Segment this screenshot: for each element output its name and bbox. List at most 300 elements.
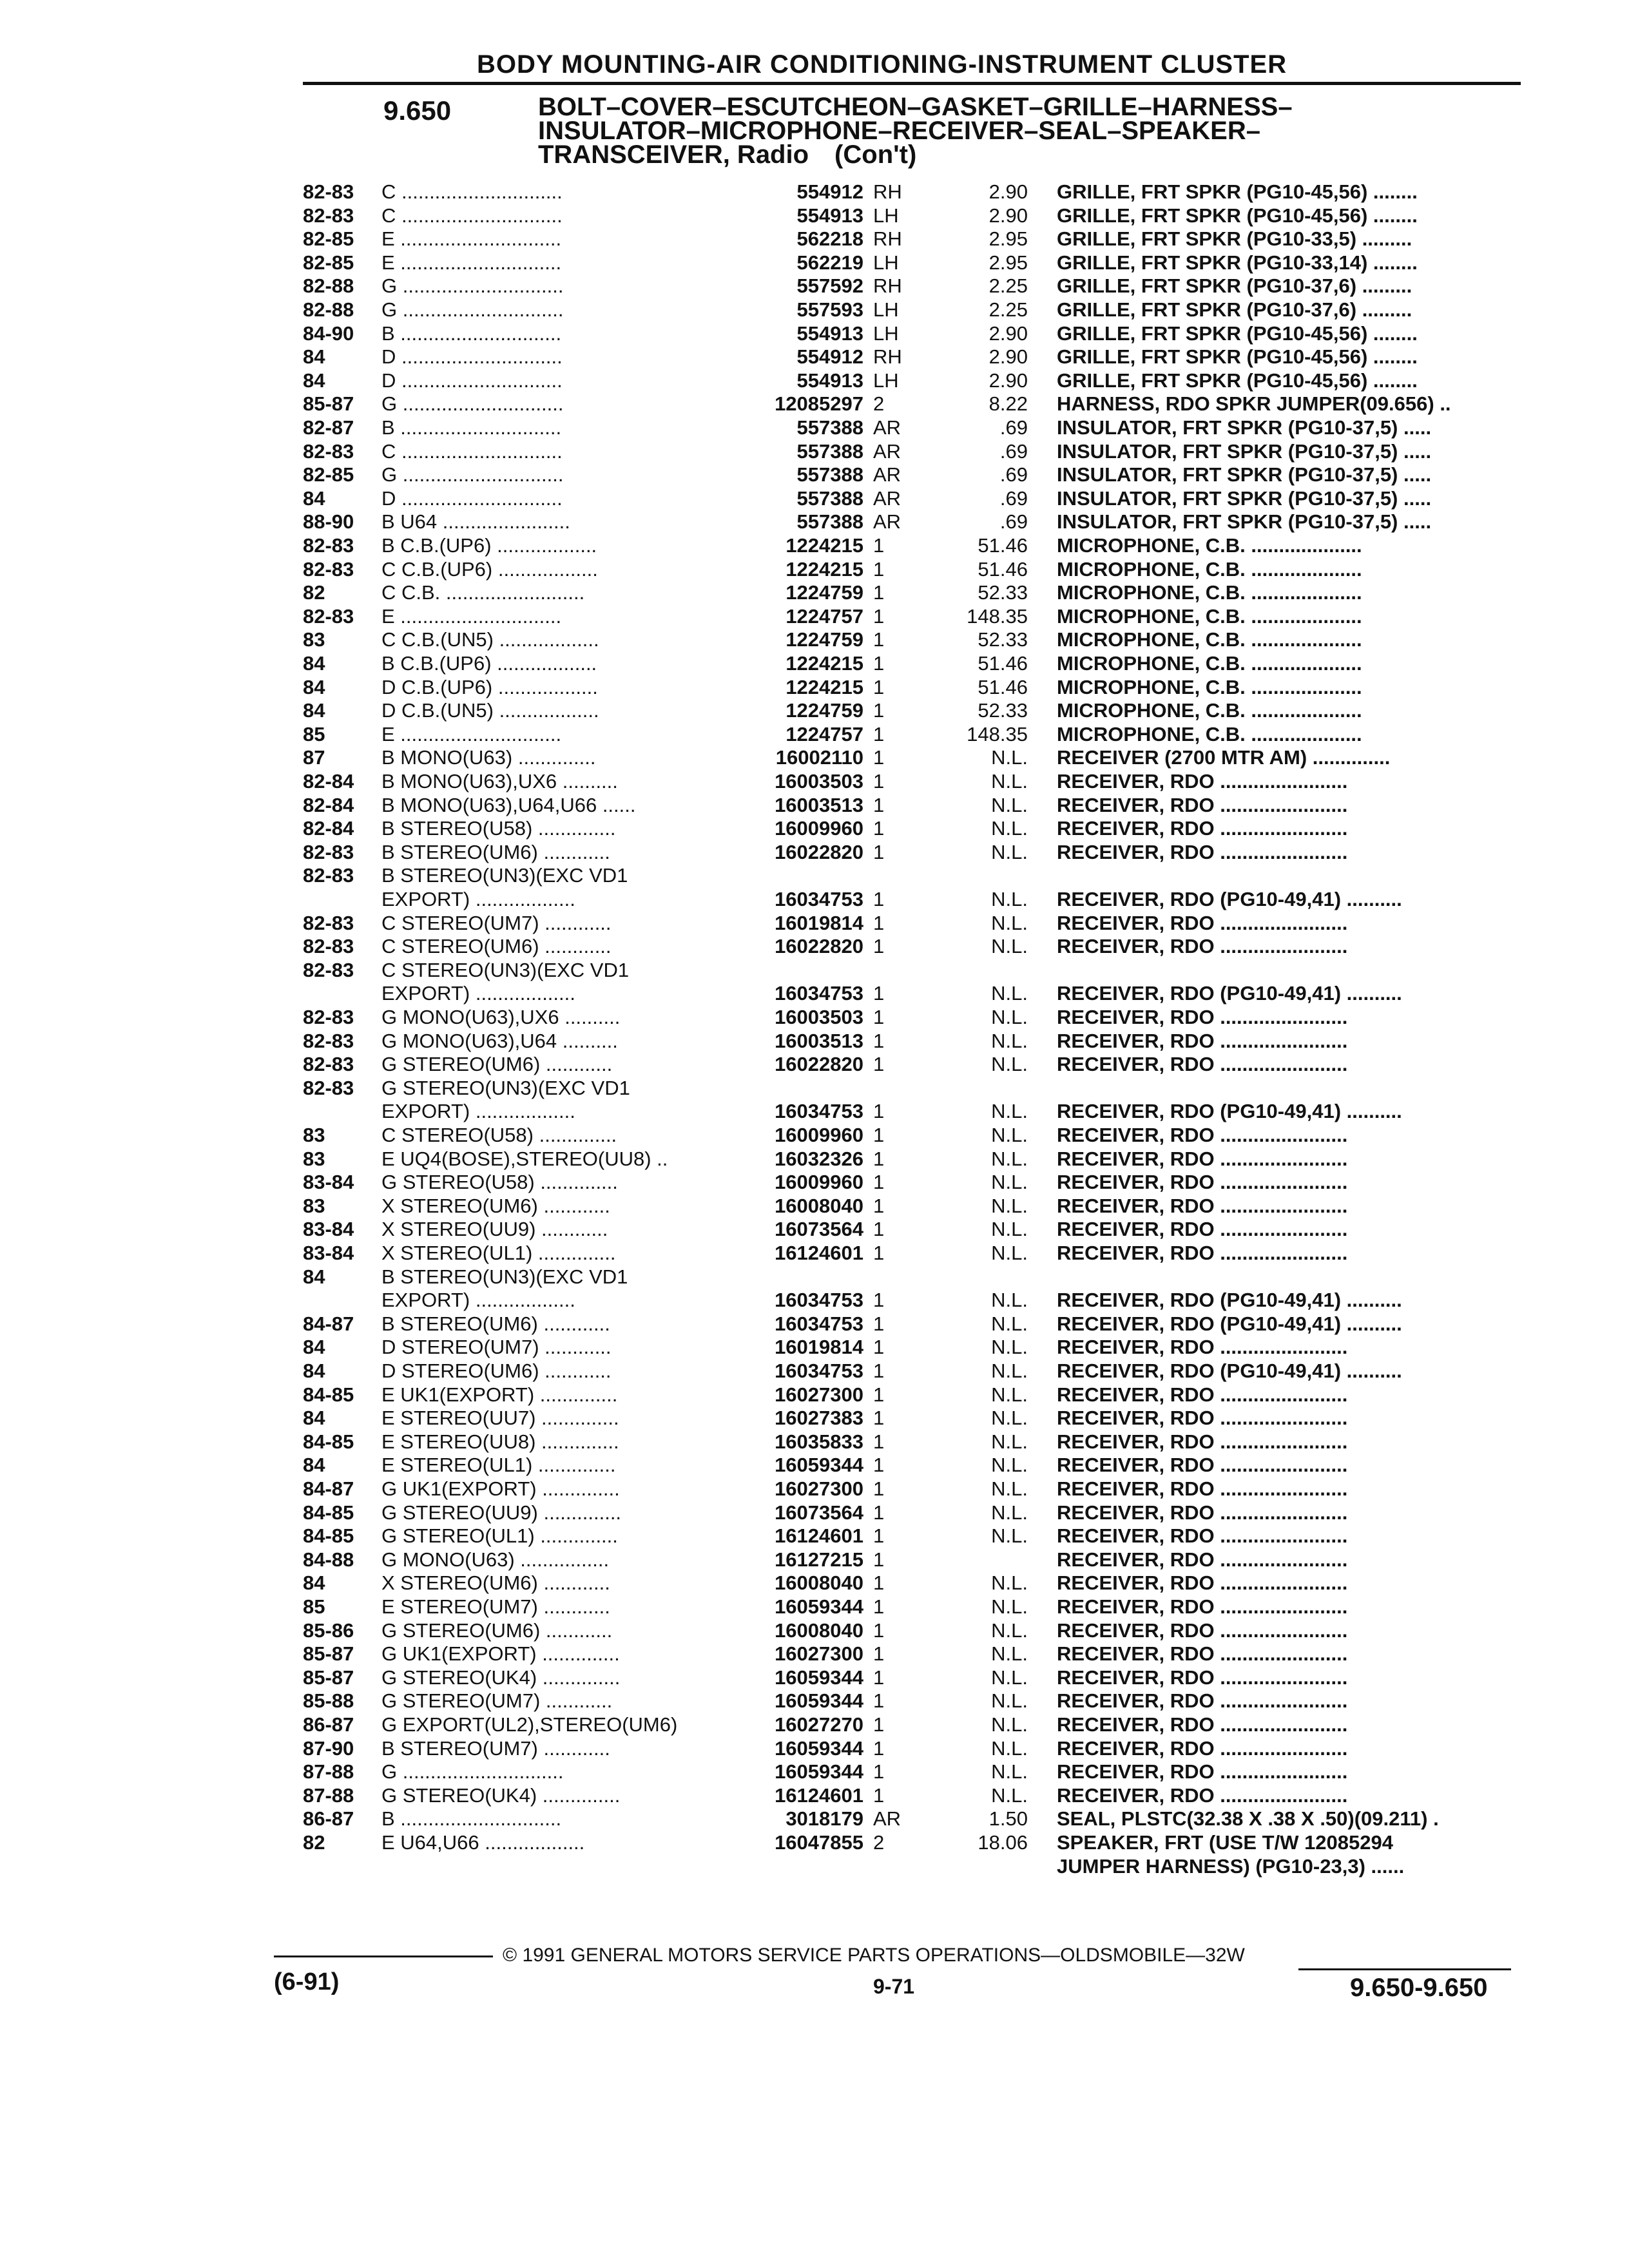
cell-qty: 1 bbox=[873, 1713, 885, 1736]
table-row bbox=[0, 204, 1547, 228]
cell-mdl: G MONO(U63) ................ bbox=[381, 1548, 610, 1571]
table-row bbox=[0, 1760, 1547, 1784]
cell-qty: 1 bbox=[873, 935, 885, 958]
cell-desc: MICROPHONE, C.B. .................... bbox=[1057, 534, 1362, 557]
cell-yr: 84 bbox=[303, 1571, 325, 1595]
cell-yr: 84 bbox=[303, 1407, 325, 1430]
cell-pn: 16034753 bbox=[775, 1360, 863, 1382]
table-row bbox=[0, 227, 1547, 251]
cell-price: 51.46 bbox=[978, 652, 1028, 675]
cell-yr: 82-83 bbox=[303, 840, 354, 863]
cell-yr: 85-87 bbox=[303, 1642, 354, 1666]
cell-pn: 1224757 bbox=[786, 722, 863, 745]
table-row bbox=[0, 1195, 1547, 1218]
table-row bbox=[0, 770, 1547, 794]
cell-yr: 82-88 bbox=[303, 298, 354, 321]
table-row bbox=[0, 1666, 1547, 1690]
cell-yr: 86-87 bbox=[303, 1807, 354, 1831]
cell-yr: 84 bbox=[303, 1265, 325, 1288]
cell-price: 52.33 bbox=[978, 699, 1028, 722]
cell-price: N.L. bbox=[991, 1336, 1028, 1359]
cell-yr: 85-86 bbox=[303, 1619, 354, 1642]
cell-pn: 16008040 bbox=[775, 1619, 863, 1642]
table-row bbox=[0, 1407, 1547, 1430]
cell-qty: 1 bbox=[873, 1383, 885, 1406]
cell-desc: RECEIVER, RDO ....................... bbox=[1057, 1171, 1348, 1194]
cell-mdl: X STEREO(UL1) .............. bbox=[381, 1242, 616, 1264]
cell-yr: 83 bbox=[303, 1194, 325, 1217]
cell-pn: 16019814 bbox=[775, 911, 863, 934]
cell-price: N.L. bbox=[991, 1501, 1028, 1524]
table-row bbox=[0, 510, 1547, 534]
cell-price: 2.90 bbox=[988, 322, 1028, 345]
footer-section-range: 9.650-9.650 bbox=[1350, 1974, 1488, 2002]
cell-pn: 16034753 bbox=[775, 982, 863, 1005]
cell-mdl: E STEREO(UL1) .............. bbox=[381, 1454, 616, 1477]
cell-desc: INSULATOR, FRT SPKR (PG10-37,5) ..... bbox=[1057, 486, 1432, 510]
cell-qty: 1 bbox=[873, 1147, 885, 1170]
cell-mdl: B STEREO(UM6) ............ bbox=[381, 1312, 610, 1335]
cell-desc: SEAL, PLSTC(32.38 X .38 X .50)(09.211) . bbox=[1057, 1807, 1439, 1831]
cell-yr: 84-90 bbox=[303, 322, 354, 345]
cell-mdl: EXPORT) .................. bbox=[381, 1100, 575, 1123]
table-row bbox=[0, 817, 1547, 841]
cell-mdl: B ............................. bbox=[381, 416, 562, 439]
cell-desc: MICROPHONE, C.B. .................... bbox=[1057, 699, 1362, 722]
cell-pn: 16059344 bbox=[775, 1454, 863, 1477]
cell-mdl: C ............................. bbox=[381, 204, 563, 227]
cell-price: 8.22 bbox=[988, 392, 1028, 416]
table-row bbox=[0, 1737, 1547, 1761]
section-desc-line3 bbox=[538, 140, 1293, 169]
table-row bbox=[0, 1242, 1547, 1265]
cell-price: 148.35 bbox=[967, 604, 1028, 628]
cell-desc: RECEIVER, RDO ....................... bbox=[1057, 1029, 1348, 1052]
cell-desc: RECEIVER, RDO ....................... bbox=[1057, 1595, 1348, 1618]
section-desc-line3-text: TRANSCEIVER, Radio bbox=[538, 140, 809, 169]
cell-desc: RECEIVER, RDO ....................... bbox=[1057, 1147, 1348, 1170]
cell-qty: 1 bbox=[873, 1289, 885, 1312]
table-row bbox=[0, 581, 1547, 605]
cell-qty: LH bbox=[873, 322, 899, 345]
cell-yr: 84 bbox=[303, 1360, 325, 1382]
table-row bbox=[0, 1148, 1547, 1171]
table-row bbox=[0, 1289, 1547, 1312]
cell-qty: 1 bbox=[873, 1360, 885, 1382]
cell-yr: 82-83 bbox=[303, 604, 354, 628]
cell-price: N.L. bbox=[991, 1171, 1028, 1194]
cell-pn: 16059344 bbox=[775, 1760, 863, 1783]
cell-mdl: G MONO(U63),U64 .......... bbox=[381, 1029, 618, 1052]
table-row bbox=[0, 912, 1547, 936]
cell-yr: 87 bbox=[303, 746, 325, 769]
cell-pn: 557388 bbox=[796, 510, 863, 533]
cell-price: N.L. bbox=[991, 1218, 1028, 1241]
cell-mdl: B STEREO(U58) .............. bbox=[381, 817, 616, 840]
cell-price: N.L. bbox=[991, 1666, 1028, 1689]
cell-mdl: X STEREO(UU9) ............ bbox=[381, 1218, 608, 1241]
cell-pn: 557388 bbox=[796, 463, 863, 486]
cell-desc: GRILLE, FRT SPKR (PG10-33,14) ........ bbox=[1057, 251, 1418, 274]
cell-price: N.L. bbox=[991, 1147, 1028, 1170]
cell-desc: RECEIVER, RDO ....................... bbox=[1057, 840, 1348, 863]
table-row bbox=[0, 440, 1547, 464]
table-row bbox=[0, 746, 1547, 770]
cell-desc: RECEIVER, RDO ....................... bbox=[1057, 1619, 1348, 1642]
section-desc-line1: BOLT–COVER–ESCUTCHEON–GASKET–GRILLE–HARNESS– bbox=[538, 93, 1293, 121]
cell-mdl: C ............................. bbox=[381, 180, 563, 203]
cell-mdl: D ............................. bbox=[381, 486, 563, 510]
cell-pn: 557388 bbox=[796, 486, 863, 510]
cell-mdl: C STEREO(UM7) ............ bbox=[381, 911, 612, 934]
cell-price: .69 bbox=[999, 486, 1028, 510]
cell-desc: RECEIVER, RDO ....................... bbox=[1057, 1783, 1348, 1807]
cell-qty: 1 bbox=[873, 1242, 885, 1264]
table-row bbox=[0, 864, 1547, 888]
cell-yr: 82-84 bbox=[303, 770, 354, 793]
cell-desc: RECEIVER, RDO ....................... bbox=[1057, 1454, 1348, 1477]
cell-mdl: G ............................. bbox=[381, 463, 564, 486]
cell-pn: 16034753 bbox=[775, 888, 863, 910]
cell-mdl: E UQ4(BOSE),STEREO(UU8) .. bbox=[381, 1147, 668, 1170]
cell-pn: 16059344 bbox=[775, 1689, 863, 1713]
table-row bbox=[0, 1312, 1547, 1336]
table-row bbox=[0, 1006, 1547, 1030]
table-row bbox=[0, 628, 1547, 652]
cell-pn: 16022820 bbox=[775, 840, 863, 863]
cell-mdl: G STEREO(UN3)(EXC VD1 bbox=[381, 1076, 630, 1099]
cell-qty: 1 bbox=[873, 1218, 885, 1241]
table-row bbox=[0, 1713, 1547, 1737]
cell-mdl: D STEREO(UM6) ............ bbox=[381, 1360, 612, 1382]
cell-desc: JUMPER HARNESS) (PG10-23,3) ...... bbox=[1057, 1854, 1405, 1878]
cell-pn: 16027270 bbox=[775, 1713, 863, 1736]
cell-desc: GRILLE, FRT SPKR (PG10-45,56) ........ bbox=[1057, 322, 1418, 345]
cell-price: N.L. bbox=[991, 1595, 1028, 1618]
cell-desc: RECEIVER, RDO ....................... bbox=[1057, 1548, 1348, 1571]
cell-yr: 83 bbox=[303, 1124, 325, 1146]
cell-mdl: C ............................. bbox=[381, 439, 563, 463]
footer-copyright: © 1991 GENERAL MOTORS SERVICE PARTS OPERATIONS—OLDSMOBILE—32W bbox=[503, 1945, 1245, 1966]
cell-desc: SPEAKER, FRT (USE T/W 12085294 bbox=[1057, 1831, 1393, 1854]
cell-price: N.L. bbox=[991, 1100, 1028, 1123]
table-row bbox=[0, 652, 1547, 676]
table-row bbox=[0, 1548, 1547, 1572]
cell-desc: RECEIVER, RDO ....................... bbox=[1057, 1760, 1348, 1783]
cell-pn: 16003503 bbox=[775, 1006, 863, 1028]
table-row bbox=[0, 392, 1547, 416]
cell-mdl: EXPORT) .................. bbox=[381, 982, 575, 1005]
cell-qty: AR bbox=[873, 416, 901, 439]
cell-price: N.L. bbox=[991, 935, 1028, 958]
table-row bbox=[0, 345, 1547, 369]
cell-price: N.L. bbox=[991, 1454, 1028, 1477]
cell-mdl: G MONO(U63),UX6 .......... bbox=[381, 1006, 621, 1028]
cell-yr: 84 bbox=[303, 369, 325, 392]
cell-mdl: E ............................. bbox=[381, 604, 562, 628]
table-row bbox=[0, 1689, 1547, 1713]
table-row bbox=[0, 1501, 1547, 1525]
cell-mdl: EXPORT) .................. bbox=[381, 888, 575, 910]
cell-qty: 1 bbox=[873, 1029, 885, 1052]
cell-qty: AR bbox=[873, 1807, 901, 1831]
footer-rule-left bbox=[274, 1956, 493, 1957]
cell-yr: 82-83 bbox=[303, 1006, 354, 1028]
cell-yr: 82 bbox=[303, 1831, 325, 1854]
cell-price: 2.90 bbox=[988, 369, 1028, 392]
cell-qty: 1 bbox=[873, 699, 885, 722]
cell-mdl: D ............................. bbox=[381, 345, 563, 369]
cell-price: N.L. bbox=[991, 840, 1028, 863]
cell-pn: 16035833 bbox=[775, 1430, 863, 1453]
cell-mdl: E UK1(EXPORT) .............. bbox=[381, 1383, 618, 1406]
cell-price: 51.46 bbox=[978, 557, 1028, 581]
cell-desc: INSULATOR, FRT SPKR (PG10-37,5) ..... bbox=[1057, 463, 1432, 486]
table-row bbox=[0, 1807, 1547, 1831]
table-row bbox=[0, 463, 1547, 487]
table-row bbox=[0, 1336, 1547, 1360]
cell-mdl: E STEREO(UU8) .............. bbox=[381, 1430, 619, 1453]
cell-qty: 1 bbox=[873, 911, 885, 934]
cell-qty: 1 bbox=[873, 1194, 885, 1217]
cell-price: .69 bbox=[999, 463, 1028, 486]
table-row bbox=[0, 1383, 1547, 1407]
cell-qty: 1 bbox=[873, 557, 885, 581]
cell-desc: RECEIVER, RDO ....................... bbox=[1057, 770, 1348, 793]
cell-pn: 16027300 bbox=[775, 1383, 863, 1406]
cell-desc: RECEIVER, RDO ....................... bbox=[1057, 1713, 1348, 1736]
cell-mdl: C C.B.(UP6) .................. bbox=[381, 557, 598, 581]
cell-mdl: G UK1(EXPORT) .............. bbox=[381, 1642, 620, 1666]
cell-pn: 16002110 bbox=[775, 746, 863, 769]
cell-price: 52.33 bbox=[978, 628, 1028, 651]
table-row bbox=[0, 1265, 1547, 1289]
cell-desc: INSULATOR, FRT SPKR (PG10-37,5) ..... bbox=[1057, 510, 1432, 533]
cell-yr: 82-83 bbox=[303, 864, 354, 887]
cell-desc: RECEIVER, RDO (PG10-49,41) .......... bbox=[1057, 1360, 1402, 1382]
cell-qty: RH bbox=[873, 227, 902, 251]
cell-pn: 16059344 bbox=[775, 1736, 863, 1760]
cell-price: N.L. bbox=[991, 1524, 1028, 1548]
cell-mdl: G ............................. bbox=[381, 298, 564, 321]
cell-pn: 16124601 bbox=[775, 1524, 863, 1548]
cell-yr: 84-87 bbox=[303, 1477, 354, 1500]
cell-yr: 84-85 bbox=[303, 1501, 354, 1524]
cell-price: N.L. bbox=[991, 1407, 1028, 1430]
cell-yr: 82-83 bbox=[303, 204, 354, 227]
cell-qty: 1 bbox=[873, 1454, 885, 1477]
cell-mdl: G STEREO(UK4) .............. bbox=[381, 1783, 621, 1807]
cell-yr: 84 bbox=[303, 652, 325, 675]
page-header-title: BODY MOUNTING-AIR CONDITIONING-INSTRUMENT CLUSTER bbox=[477, 50, 1287, 79]
table-row bbox=[0, 1430, 1547, 1454]
cell-pn: 1224759 bbox=[786, 581, 863, 604]
cell-pn: 562218 bbox=[796, 227, 863, 251]
cell-yr: 82-83 bbox=[303, 180, 354, 203]
cell-yr: 82-85 bbox=[303, 227, 354, 251]
cell-yr: 82-83 bbox=[303, 958, 354, 981]
cell-mdl: B U64 ....................... bbox=[381, 510, 570, 533]
cell-desc: GRILLE, FRT SPKR (PG10-33,5) ......... bbox=[1057, 227, 1412, 251]
cell-desc: RECEIVER, RDO ....................... bbox=[1057, 793, 1348, 816]
cell-desc: RECEIVER, RDO (PG10-49,41) .......... bbox=[1057, 982, 1402, 1005]
cell-pn: 16009960 bbox=[775, 817, 863, 840]
cell-price: 51.46 bbox=[978, 534, 1028, 557]
cell-price: .69 bbox=[999, 510, 1028, 533]
cell-price: N.L. bbox=[991, 793, 1028, 816]
cell-qty: 1 bbox=[873, 534, 885, 557]
cell-pn: 16034753 bbox=[775, 1289, 863, 1312]
cell-price: N.L. bbox=[991, 1760, 1028, 1783]
cell-pn: 16059344 bbox=[775, 1666, 863, 1689]
cell-pn: 554912 bbox=[796, 345, 863, 369]
cell-yr: 82-85 bbox=[303, 251, 354, 274]
table-row bbox=[0, 534, 1547, 558]
cell-yr: 82-83 bbox=[303, 1076, 354, 1099]
cell-qty: 1 bbox=[873, 604, 885, 628]
cell-mdl: D C.B.(UP6) .................. bbox=[381, 675, 598, 698]
cell-desc: RECEIVER, RDO ....................... bbox=[1057, 1006, 1348, 1028]
cell-desc: HARNESS, RDO SPKR JUMPER(09.656) .. bbox=[1057, 392, 1451, 416]
cell-mdl: G STEREO(UM6) ............ bbox=[381, 1053, 613, 1076]
cell-mdl: B MONO(U63),U64,U66 ...... bbox=[381, 793, 636, 816]
table-row bbox=[0, 935, 1547, 959]
footer-page-number: 9-71 bbox=[873, 1975, 915, 1998]
cell-mdl: G STEREO(U58) .............. bbox=[381, 1171, 618, 1194]
cell-pn: 16027300 bbox=[775, 1642, 863, 1666]
cell-mdl: G ............................. bbox=[381, 1760, 564, 1783]
cell-price: 2.95 bbox=[988, 227, 1028, 251]
cell-yr: 82-85 bbox=[303, 463, 354, 486]
cell-desc: RECEIVER, RDO ....................... bbox=[1057, 1218, 1348, 1241]
cell-pn: 1224215 bbox=[786, 652, 863, 675]
cell-desc: GRILLE, FRT SPKR (PG10-45,56) ........ bbox=[1057, 345, 1418, 369]
cell-mdl: B STEREO(UN3)(EXC VD1 bbox=[381, 1265, 628, 1288]
cell-qty: 1 bbox=[873, 840, 885, 863]
cell-price: N.L. bbox=[991, 1289, 1028, 1312]
cell-qty: 1 bbox=[873, 628, 885, 651]
cell-desc: MICROPHONE, C.B. .................... bbox=[1057, 652, 1362, 675]
cell-mdl: B C.B.(UP6) .................. bbox=[381, 534, 597, 557]
cell-yr: 83-84 bbox=[303, 1171, 354, 1194]
cell-price: N.L. bbox=[991, 1736, 1028, 1760]
cell-desc: RECEIVER, RDO ....................... bbox=[1057, 1242, 1348, 1264]
table-row bbox=[0, 251, 1547, 275]
cell-mdl: B MONO(U63) .............. bbox=[381, 746, 596, 769]
cell-desc: RECEIVER, RDO ....................... bbox=[1057, 1524, 1348, 1548]
cell-pn: 554913 bbox=[796, 204, 863, 227]
cell-price: N.L. bbox=[991, 1029, 1028, 1052]
cell-mdl: C STEREO(UM6) ............ bbox=[381, 935, 612, 958]
cell-mdl: C C.B.(UN5) .................. bbox=[381, 628, 599, 651]
cell-pn: 16034753 bbox=[775, 1312, 863, 1335]
cell-price: N.L. bbox=[991, 817, 1028, 840]
cell-yr: 87-88 bbox=[303, 1760, 354, 1783]
cell-yr: 85-87 bbox=[303, 392, 354, 416]
cell-mdl: E ............................. bbox=[381, 722, 562, 745]
cell-pn: 1224759 bbox=[786, 628, 863, 651]
cell-pn: 16008040 bbox=[775, 1571, 863, 1595]
cell-desc: RECEIVER, RDO ....................... bbox=[1057, 1689, 1348, 1713]
cell-desc: RECEIVER, RDO ....................... bbox=[1057, 1477, 1348, 1500]
cell-yr: 83-84 bbox=[303, 1242, 354, 1264]
table-row bbox=[0, 723, 1547, 747]
cell-price: N.L. bbox=[991, 982, 1028, 1005]
cell-desc: RECEIVER, RDO ....................... bbox=[1057, 1736, 1348, 1760]
table-row bbox=[0, 487, 1547, 511]
cell-qty: 1 bbox=[873, 1571, 885, 1595]
cell-qty: 1 bbox=[873, 770, 885, 793]
cell-pn: 16034753 bbox=[775, 1100, 863, 1123]
cell-price: N.L. bbox=[991, 1642, 1028, 1666]
cell-yr: 84-85 bbox=[303, 1383, 354, 1406]
cell-pn: 557593 bbox=[796, 298, 863, 321]
table-row bbox=[0, 1524, 1547, 1548]
cell-yr: 82-83 bbox=[303, 935, 354, 958]
cell-yr: 85-87 bbox=[303, 1666, 354, 1689]
cell-mdl: B C.B.(UP6) .................. bbox=[381, 652, 597, 675]
table-row bbox=[0, 1454, 1547, 1477]
cell-qty: 1 bbox=[873, 793, 885, 816]
table-row bbox=[0, 1619, 1547, 1643]
cell-desc: GRILLE, FRT SPKR (PG10-37,6) ......... bbox=[1057, 298, 1412, 321]
cell-desc: MICROPHONE, C.B. .................... bbox=[1057, 557, 1362, 581]
cell-qty: LH bbox=[873, 298, 899, 321]
cell-desc: RECEIVER, RDO ....................... bbox=[1057, 1407, 1348, 1430]
table-row bbox=[0, 676, 1547, 700]
cell-mdl: G STEREO(UM6) ............ bbox=[381, 1619, 613, 1642]
cell-price: 2.25 bbox=[988, 298, 1028, 321]
cell-desc: RECEIVER (2700 MTR AM) .............. bbox=[1057, 746, 1391, 769]
cell-desc: RECEIVER, RDO ....................... bbox=[1057, 1642, 1348, 1666]
cell-desc: MICROPHONE, C.B. .................... bbox=[1057, 675, 1362, 698]
cell-price: .69 bbox=[999, 439, 1028, 463]
section-desc-line2: INSULATOR–MICROPHONE–RECEIVER–SEAL–SPEAKER– bbox=[538, 117, 1260, 145]
cell-desc: RECEIVER, RDO ....................... bbox=[1057, 1666, 1348, 1689]
cell-mdl: C STEREO(UN3)(EXC VD1 bbox=[381, 958, 630, 981]
cell-yr: 84 bbox=[303, 486, 325, 510]
cell-qty: 2 bbox=[873, 1831, 885, 1854]
cell-yr: 82-84 bbox=[303, 817, 354, 840]
cell-mdl: G UK1(EXPORT) .............. bbox=[381, 1477, 620, 1500]
cell-price: 2.25 bbox=[988, 274, 1028, 298]
table-row bbox=[0, 274, 1547, 298]
cell-qty: 1 bbox=[873, 1100, 885, 1123]
table-row bbox=[0, 1595, 1547, 1619]
cell-yr: 85 bbox=[303, 722, 325, 745]
cell-qty: 1 bbox=[873, 982, 885, 1005]
cell-price: N.L. bbox=[991, 1689, 1028, 1713]
cell-price: N.L. bbox=[991, 1571, 1028, 1595]
cell-mdl: D ............................. bbox=[381, 369, 563, 392]
cell-price: 52.33 bbox=[978, 581, 1028, 604]
cell-qty: 1 bbox=[873, 1053, 885, 1076]
table-row bbox=[0, 699, 1547, 723]
cell-yr: 85 bbox=[303, 1595, 325, 1618]
cell-qty: 1 bbox=[873, 1548, 885, 1571]
table-row bbox=[0, 416, 1547, 440]
table-row bbox=[0, 1030, 1547, 1053]
cell-pn: 16009960 bbox=[775, 1171, 863, 1194]
cell-pn: 16003513 bbox=[775, 793, 863, 816]
cell-price: N.L. bbox=[991, 911, 1028, 934]
cell-desc: GRILLE, FRT SPKR (PG10-45,56) ........ bbox=[1057, 204, 1418, 227]
cell-mdl: C STEREO(U58) .............. bbox=[381, 1124, 617, 1146]
cell-qty: 1 bbox=[873, 1124, 885, 1146]
cell-mdl: G STEREO(UM7) ............ bbox=[381, 1689, 613, 1713]
cell-price: N.L. bbox=[991, 888, 1028, 910]
cell-mdl: B STEREO(UM6) ............ bbox=[381, 840, 610, 863]
